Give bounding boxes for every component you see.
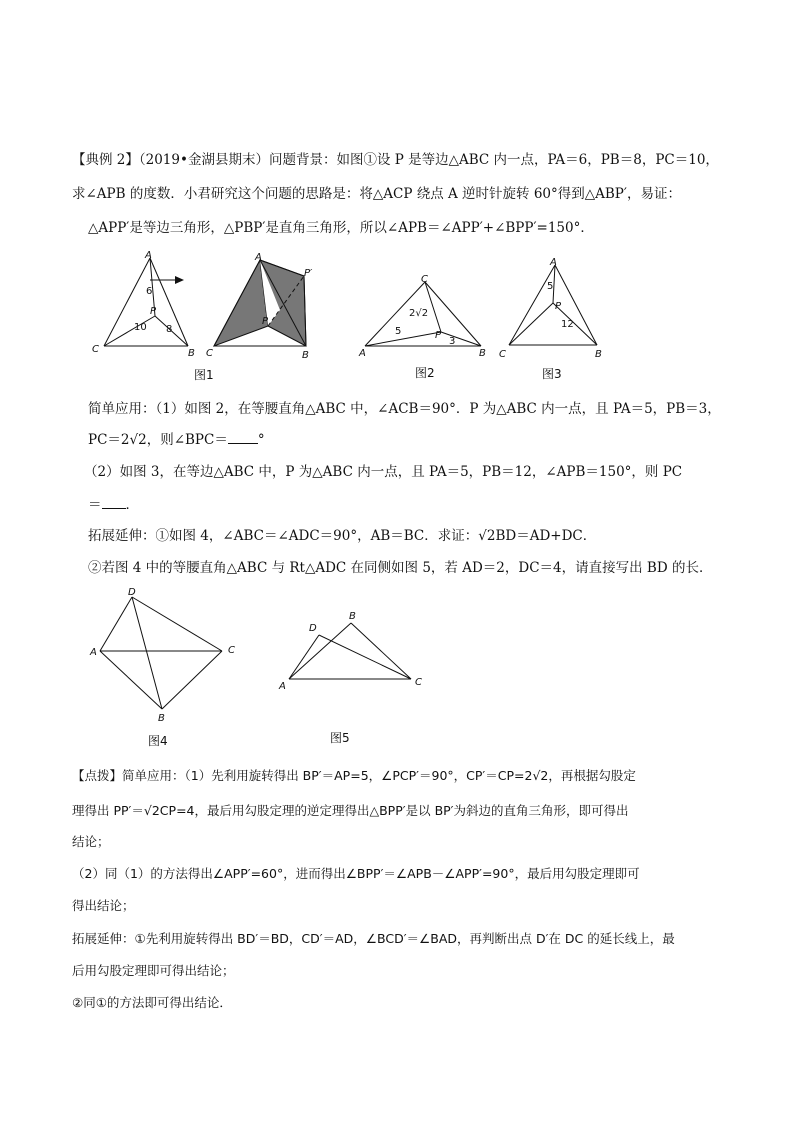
fig1-label-a: A (145, 250, 152, 261)
figure-1-rotation (200, 250, 325, 362)
fig1-caption: 图1 (194, 368, 214, 382)
fig2-label-2root2: 2√2 (409, 308, 429, 319)
answer-blank-q1[interactable] (228, 429, 258, 444)
hint-line-5: 得出结论； (72, 898, 135, 913)
fig5-label-d: D (309, 623, 317, 634)
fig3-label-c: C (499, 349, 506, 360)
fig3-label-b: B (595, 349, 602, 360)
fig2-label-b: B (479, 348, 486, 359)
fig1-label-8: 8 (166, 324, 173, 335)
application-q1-text: PC＝2√2，则∠BPC＝ (88, 432, 228, 448)
fig5-label-a: A (279, 681, 286, 692)
fig1-label-10: 10 (134, 322, 147, 333)
fig5-label-b: B (349, 611, 356, 622)
application-q2-text: ＝ (88, 497, 102, 513)
fig3-label-p: P (555, 301, 562, 312)
hint-line-1: 【点拨】简单应用：（1）先利用旋转得出 BP′＝AP=5，∠PCP′＝90°，CP′＝CP=2√2，再根据勾股定 (72, 768, 636, 783)
fig1b-label-pprime: P′ (304, 268, 313, 279)
fig2-label-3: 3 (449, 336, 456, 347)
fig3-label-5: 5 (547, 281, 554, 292)
fig2-caption: 图2 (415, 366, 435, 380)
fig2-label-5: 5 (395, 326, 402, 337)
answer-blank-q2[interactable] (102, 494, 126, 509)
fig4-label-d: D (128, 587, 136, 598)
application-q2-line-1: （2）如图 3，在等边△ABC 中，P 为△ABC 内一点，且 PA＝5，PB＝12，∠APB＝150°，则 PC (84, 464, 683, 480)
fig1-label-b: B (188, 348, 195, 359)
fig1b-label-c: C (206, 348, 213, 359)
fig1b-label-p: P (262, 316, 269, 327)
extension-line-1: 拓展延伸：①如图 4，∠ABC＝∠ADC＝90°，AB＝BC．求证：√2BD＝AD+DC． (88, 528, 597, 544)
hint-line-7: 后用勾股定理即可得出结论； (72, 963, 235, 978)
fig1b-label-a: A (255, 252, 262, 263)
fig1b-label-b: B (302, 350, 309, 361)
hint-line-8: ②同①的方法即可得出结论． (72, 995, 232, 1010)
fig2-label-a: A (359, 348, 366, 359)
fig2-label-c: C (421, 274, 428, 285)
hint-line-4: （2）同（1）的方法得出∠APP′=60°，进而得出∠BPP′＝∠APB－∠APP′=90°，最后用勾股定理即可 (72, 866, 640, 881)
figure-5 (275, 607, 435, 697)
example-line-1: 【典例 2】（2019•金湖县期末）问题背景：如图①设 P 是等边△ABC 内一点，PA＝6，PB＝8，PC＝10， (72, 152, 719, 168)
application-q2-end: ． (125, 497, 139, 513)
figure-2 (355, 268, 495, 360)
fig5-caption: 图5 (330, 731, 350, 745)
application-q1-line-1: 简单应用：（1）如图 2，在等腰直角△ABC 中，∠ACB＝90°．P 为△ABC 内一点，且 PA＝5，PB＝3， (88, 401, 721, 417)
extension-line-2: ②若图 4 中的等腰直角△ABC 与 Rt△ADC 在同侧如图 5，若 AD＝2，DC＝4，请直接写出 BD 的长． (88, 560, 713, 576)
figure-3 (495, 255, 610, 360)
application-q2-line-2 (88, 494, 748, 515)
fig3-label-12: 12 (561, 319, 574, 330)
fig1-label-6: 6 (146, 286, 153, 297)
example-line-3: △APP′是等边三角形，△PBP′是直角三角形，所以∠APB＝∠APP′+∠BPP′=150°． (88, 220, 594, 236)
fig4-label-b: B (158, 713, 165, 724)
example-line-2: 求∠APB 的度数．小君研究这个问题的思路是：将△ACP 绕点 A 逆时针旋转 60°得到△ABP′，易证： (72, 186, 681, 202)
application-q1-unit: ° (257, 432, 265, 448)
application-q1-line-2 (88, 429, 748, 450)
hint-line-2: 理得出 PP′＝√2CP=4，最后用勾股定理的逆定理得出△BPP′是以 BP′为斜边的直角三角形，即可得出 (72, 803, 629, 818)
fig1-label-p: P (150, 306, 157, 317)
figure-1 (88, 248, 198, 360)
figure-4 (88, 585, 248, 725)
fig4-caption: 图4 (148, 734, 168, 748)
fig2-label-p: P (435, 330, 442, 341)
fig5-label-c: C (415, 677, 422, 688)
fig4-label-a: A (90, 647, 97, 658)
fig3-label-a: A (550, 257, 557, 268)
hint-line-6: 拓展延伸：①先利用旋转得出 BD′＝BD，CD′＝AD，∠BCD′＝∠BAD，再判断出点 D′在 DC 的延长线上，最 (72, 931, 675, 946)
fig3-caption: 图3 (542, 367, 562, 381)
hint-line-3: 结论； (72, 834, 110, 849)
fig1-label-c: C (92, 344, 99, 355)
fig4-label-c: C (228, 645, 235, 656)
